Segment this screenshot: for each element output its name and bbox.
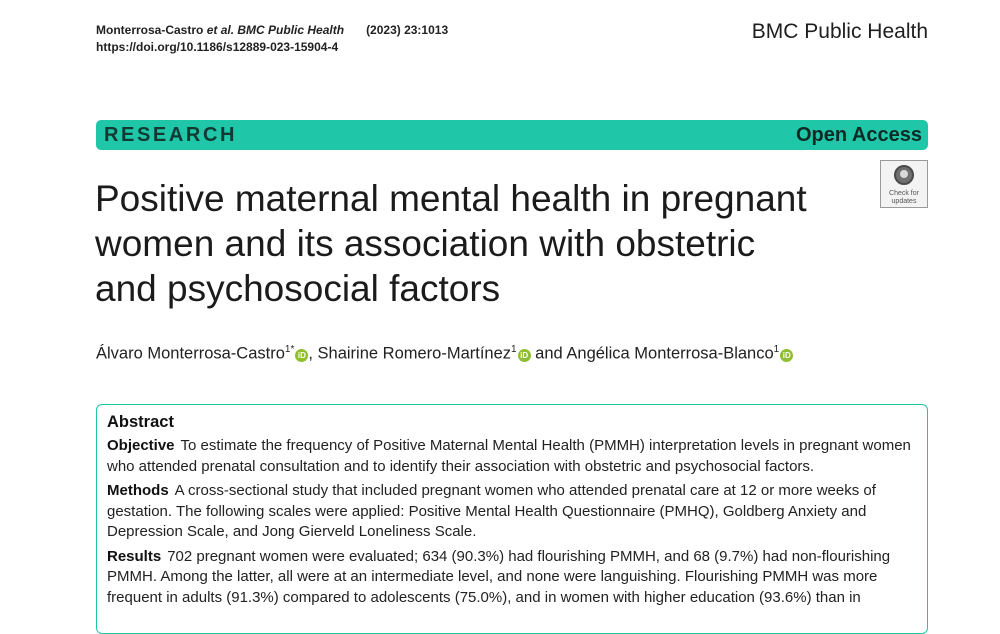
author-name[interactable]: Shairine Romero-Martínez <box>317 344 512 363</box>
citation-year-volume: (2023) 23:1013 <box>366 23 449 37</box>
title-line-3: and psychosocial factors <box>95 268 501 309</box>
open-access-label[interactable]: Open Access <box>796 124 922 146</box>
article-type-label: RESEARCH <box>104 124 238 146</box>
abstract-results <box>107 547 917 609</box>
author-name[interactable]: Álvaro Monterrosa-Castro <box>96 344 285 363</box>
abstract-objective <box>107 436 917 477</box>
author-name[interactable]: Angélica Monterrosa-Blanco <box>566 344 774 363</box>
citation-etal: et al. <box>206 23 235 37</box>
orcid-icon[interactable]: iD <box>518 349 531 362</box>
author-affiliation: 1* <box>284 344 295 355</box>
check-for-updates-button[interactable] <box>880 160 928 208</box>
section-label: Objective <box>107 437 175 454</box>
title-line-1: Positive maternal mental health in pregnant <box>95 178 807 219</box>
citation-authors: Monterrosa-Castro et al. BMC Public Health <box>96 23 345 37</box>
article-type-banner <box>96 120 928 150</box>
section-text: To estimate the frequency of Positive Maternal Mental Health (PMMH) interpretation levels in pregnant women who attended prenatal consultation and to identify their association with obstetric and psychosocial factors. <box>107 437 911 475</box>
citation-journal: BMC Public Health <box>234 23 345 37</box>
abstract-methods <box>107 481 917 543</box>
title-line-2: women and its association with obstetric <box>95 223 756 264</box>
crossmark-icon <box>894 165 914 185</box>
section-label: Results <box>107 547 162 565</box>
crossmark-text: Check for updates <box>889 190 919 205</box>
journal-name: BMC Public Health <box>751 20 928 43</box>
doi-link[interactable]: https://doi.org/10.1186/s12889-023-15904-4 <box>96 40 339 54</box>
orcid-icon[interactable]: iD <box>780 349 793 362</box>
author-list <box>96 344 793 364</box>
section-label: Methods <box>107 482 169 499</box>
author-affiliation: 1 <box>511 344 517 355</box>
orcid-icon[interactable]: iD <box>295 349 308 362</box>
section-text: 702 pregnant women were evaluated; 634 (90.3%) had flourishing PMMH, and 68 (9.7%) had non-flourishing PMMH. Among the latter, all were at an intermediate level, and none were languishing. Flourishing PMMH was more frequent in adults (91.3%) compared to adolescents (75.0%), and in women with higher education (93.6%) than in <box>107 547 891 606</box>
citation-block <box>96 22 448 56</box>
section-text: A cross-sectional study that included pregnant women who attended prenatal care at 12 or more weeks of gestation. The following scales were applied: Positive Mental Health Questionnaire (PMHQ), Goldberg Anxiety and Depression Scale, and Jong Gierveld Loneliness Scale. <box>107 482 876 540</box>
author-separator: , <box>308 344 318 363</box>
author-separator: and <box>530 344 567 363</box>
article-title <box>95 176 855 311</box>
abstract-heading: Abstract <box>107 413 174 431</box>
author-affiliation: 1 <box>773 344 780 355</box>
citation-line <box>96 22 448 39</box>
